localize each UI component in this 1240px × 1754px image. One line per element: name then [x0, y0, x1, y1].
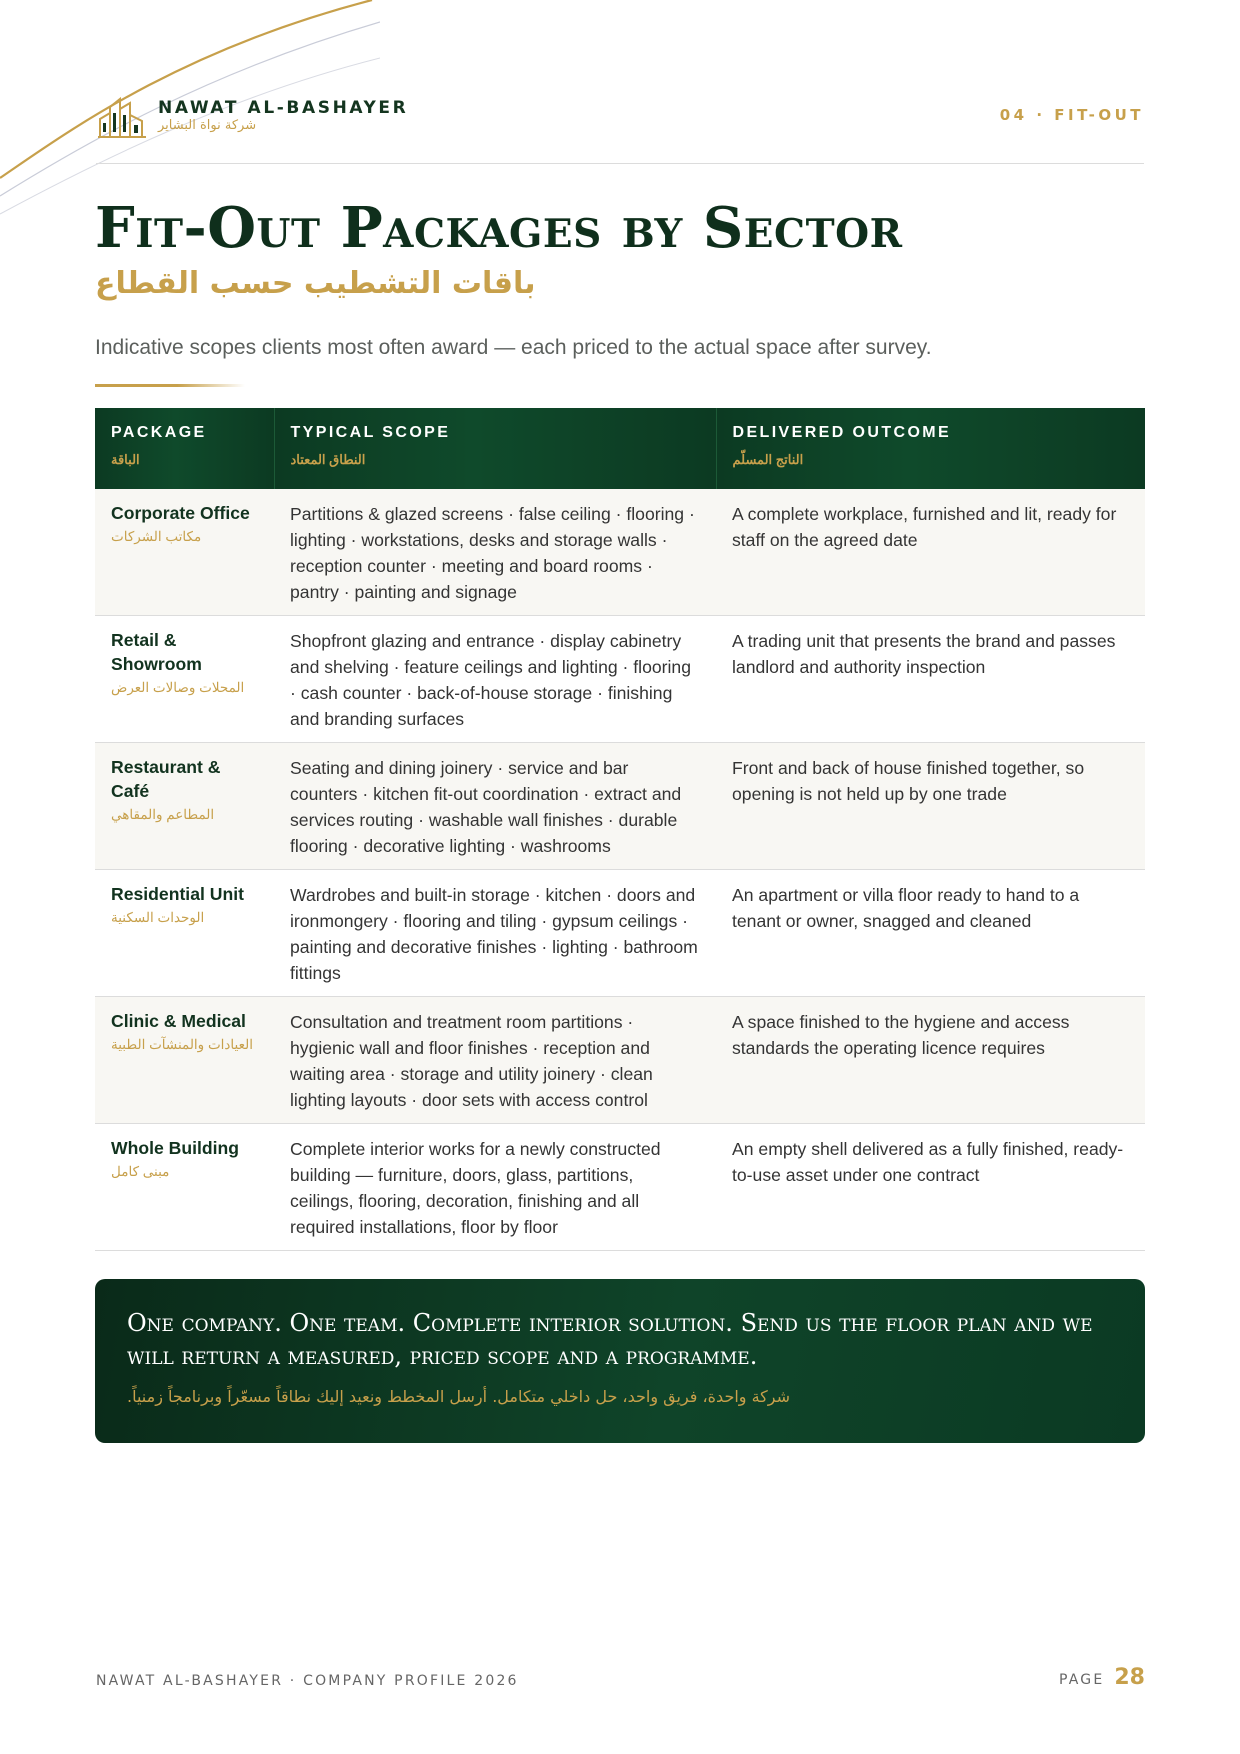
package-name-arabic: المطاعم والمقاهي	[111, 807, 215, 822]
footer-page-indicator	[1059, 1665, 1145, 1690]
gold-accent-rule	[95, 384, 245, 387]
table-row	[95, 743, 1145, 870]
scope-cell: Shopfront glazing and entrance · display cabinetry and shelving · feature ceilings and lighting · flooring · cash counter · back-of-house storage · finishing and branding surfaces	[274, 616, 716, 743]
package-cell	[95, 1124, 274, 1251]
outcome-cell: An apartment or villa floor ready to hand to a tenant or owner, snagged and cleaned	[716, 870, 1145, 997]
package-name-arabic: مكاتب الشركات	[111, 529, 202, 544]
page-label: PAGE	[1059, 1672, 1105, 1688]
page-title-arabic: باقات التشطيب حسب القطاع	[95, 266, 536, 301]
table-row	[95, 997, 1145, 1124]
section-label: 04 · FIT-OUT	[999, 106, 1144, 124]
brand-name-arabic: شركة نواة البشاير	[158, 118, 257, 133]
outcome-cell: A trading unit that presents the brand and passes landlord and authority inspection	[716, 616, 1145, 743]
package-cell	[95, 743, 274, 870]
intro-text: Indicative scopes clients most often award — each priced to the actual space after survey.	[95, 336, 932, 359]
call-to-action-banner	[95, 1279, 1145, 1443]
package-name: Restaurant & Café	[111, 757, 221, 801]
package-name: Corporate Office	[111, 503, 250, 523]
scope-cell: Seating and dining joinery · service and bar counters · kitchen fit-out coordination · extract and services routing · washable wall finishes · durable flooring · decorative lighting · washrooms	[274, 743, 716, 870]
scope-cell: Partitions & glazed screens · false ceiling · flooring · lighting · workstations, desks and storage walls · reception counter · meeting and board rooms · pantry · painting and signage	[274, 489, 716, 616]
header-package: PACKAGE الباقة	[95, 408, 274, 489]
package-name-arabic: مبنى كامل	[111, 1164, 170, 1179]
page-number: 28	[1114, 1665, 1145, 1690]
package-name: Residential Unit	[111, 884, 244, 904]
scope-cell: Complete interior works for a newly constructed building — furniture, doors, glass, partitions, ceilings, flooring, decoration, finishing and all required installations, floor by floor	[274, 1124, 716, 1251]
table-row	[95, 616, 1145, 743]
outcome-cell: An empty shell delivered as a fully finished, ready-to-use asset under one contract	[716, 1124, 1145, 1251]
table-row	[95, 870, 1145, 997]
outcome-cell: Front and back of house finished together, so opening is not held up by one trade	[716, 743, 1145, 870]
package-name: Whole Building	[111, 1138, 240, 1158]
brand-name: NAWAT AL-BASHAYER	[158, 98, 409, 118]
brand-header	[96, 92, 408, 140]
outcome-cell: A complete workplace, furnished and lit, ready for staff on the agreed date	[716, 489, 1145, 616]
header-typical-scope: TYPICAL SCOPE النطاق المعتاد	[274, 408, 716, 489]
package-cell	[95, 489, 274, 616]
table-row	[95, 1124, 1145, 1251]
scope-cell: Wardrobes and built-in storage · kitchen · doors and ironmongery · flooring and tiling · gypsum ceilings · painting and decorative finishes · lighting · bathroom fittings	[274, 870, 716, 997]
footer-company-profile: NAWAT AL-BASHAYER · COMPANY PROFILE 2026	[96, 1673, 519, 1689]
package-cell	[95, 616, 274, 743]
package-name-arabic: العيادات والمنشآت الطبية	[111, 1037, 253, 1052]
package-name-arabic: الوحدات السكنية	[111, 910, 205, 925]
scope-cell: Consultation and treatment room partitions · hygienic wall and floor finishes · reception and waiting area · storage and utility joinery · clean lighting layouts · door sets with access control	[274, 997, 716, 1124]
table-row	[95, 489, 1145, 616]
table-header-row	[95, 408, 1145, 489]
header-delivered-outcome: DELIVERED OUTCOME الناتج المسلّم	[716, 408, 1145, 489]
packages-table	[95, 408, 1145, 1251]
cta-text: One company. One team. Complete interior solution. Send us the floor plan and we will return a measured, priced scope and a programme.	[127, 1309, 1093, 1370]
package-name-arabic: المحلات وصالات العرض	[111, 680, 245, 695]
building-skyline-logo-icon	[96, 93, 148, 139]
cta-text-arabic: شركة واحدة، فريق واحد، حل داخلي متكامل. أرسل المخطط ونعيد إليك نطاقاً مسعّراً وبرنامجاً زمنياً.	[127, 1387, 791, 1406]
header-divider	[96, 163, 1144, 164]
outcome-cell: A space finished to the hygiene and access standards the operating licence requires	[716, 997, 1145, 1124]
package-name: Clinic & Medical	[111, 1011, 246, 1031]
package-name: Retail & Showroom	[111, 630, 202, 674]
package-cell	[95, 997, 274, 1124]
package-cell	[95, 870, 274, 997]
page-title: Fit-Out Packages by Sector	[95, 195, 903, 261]
